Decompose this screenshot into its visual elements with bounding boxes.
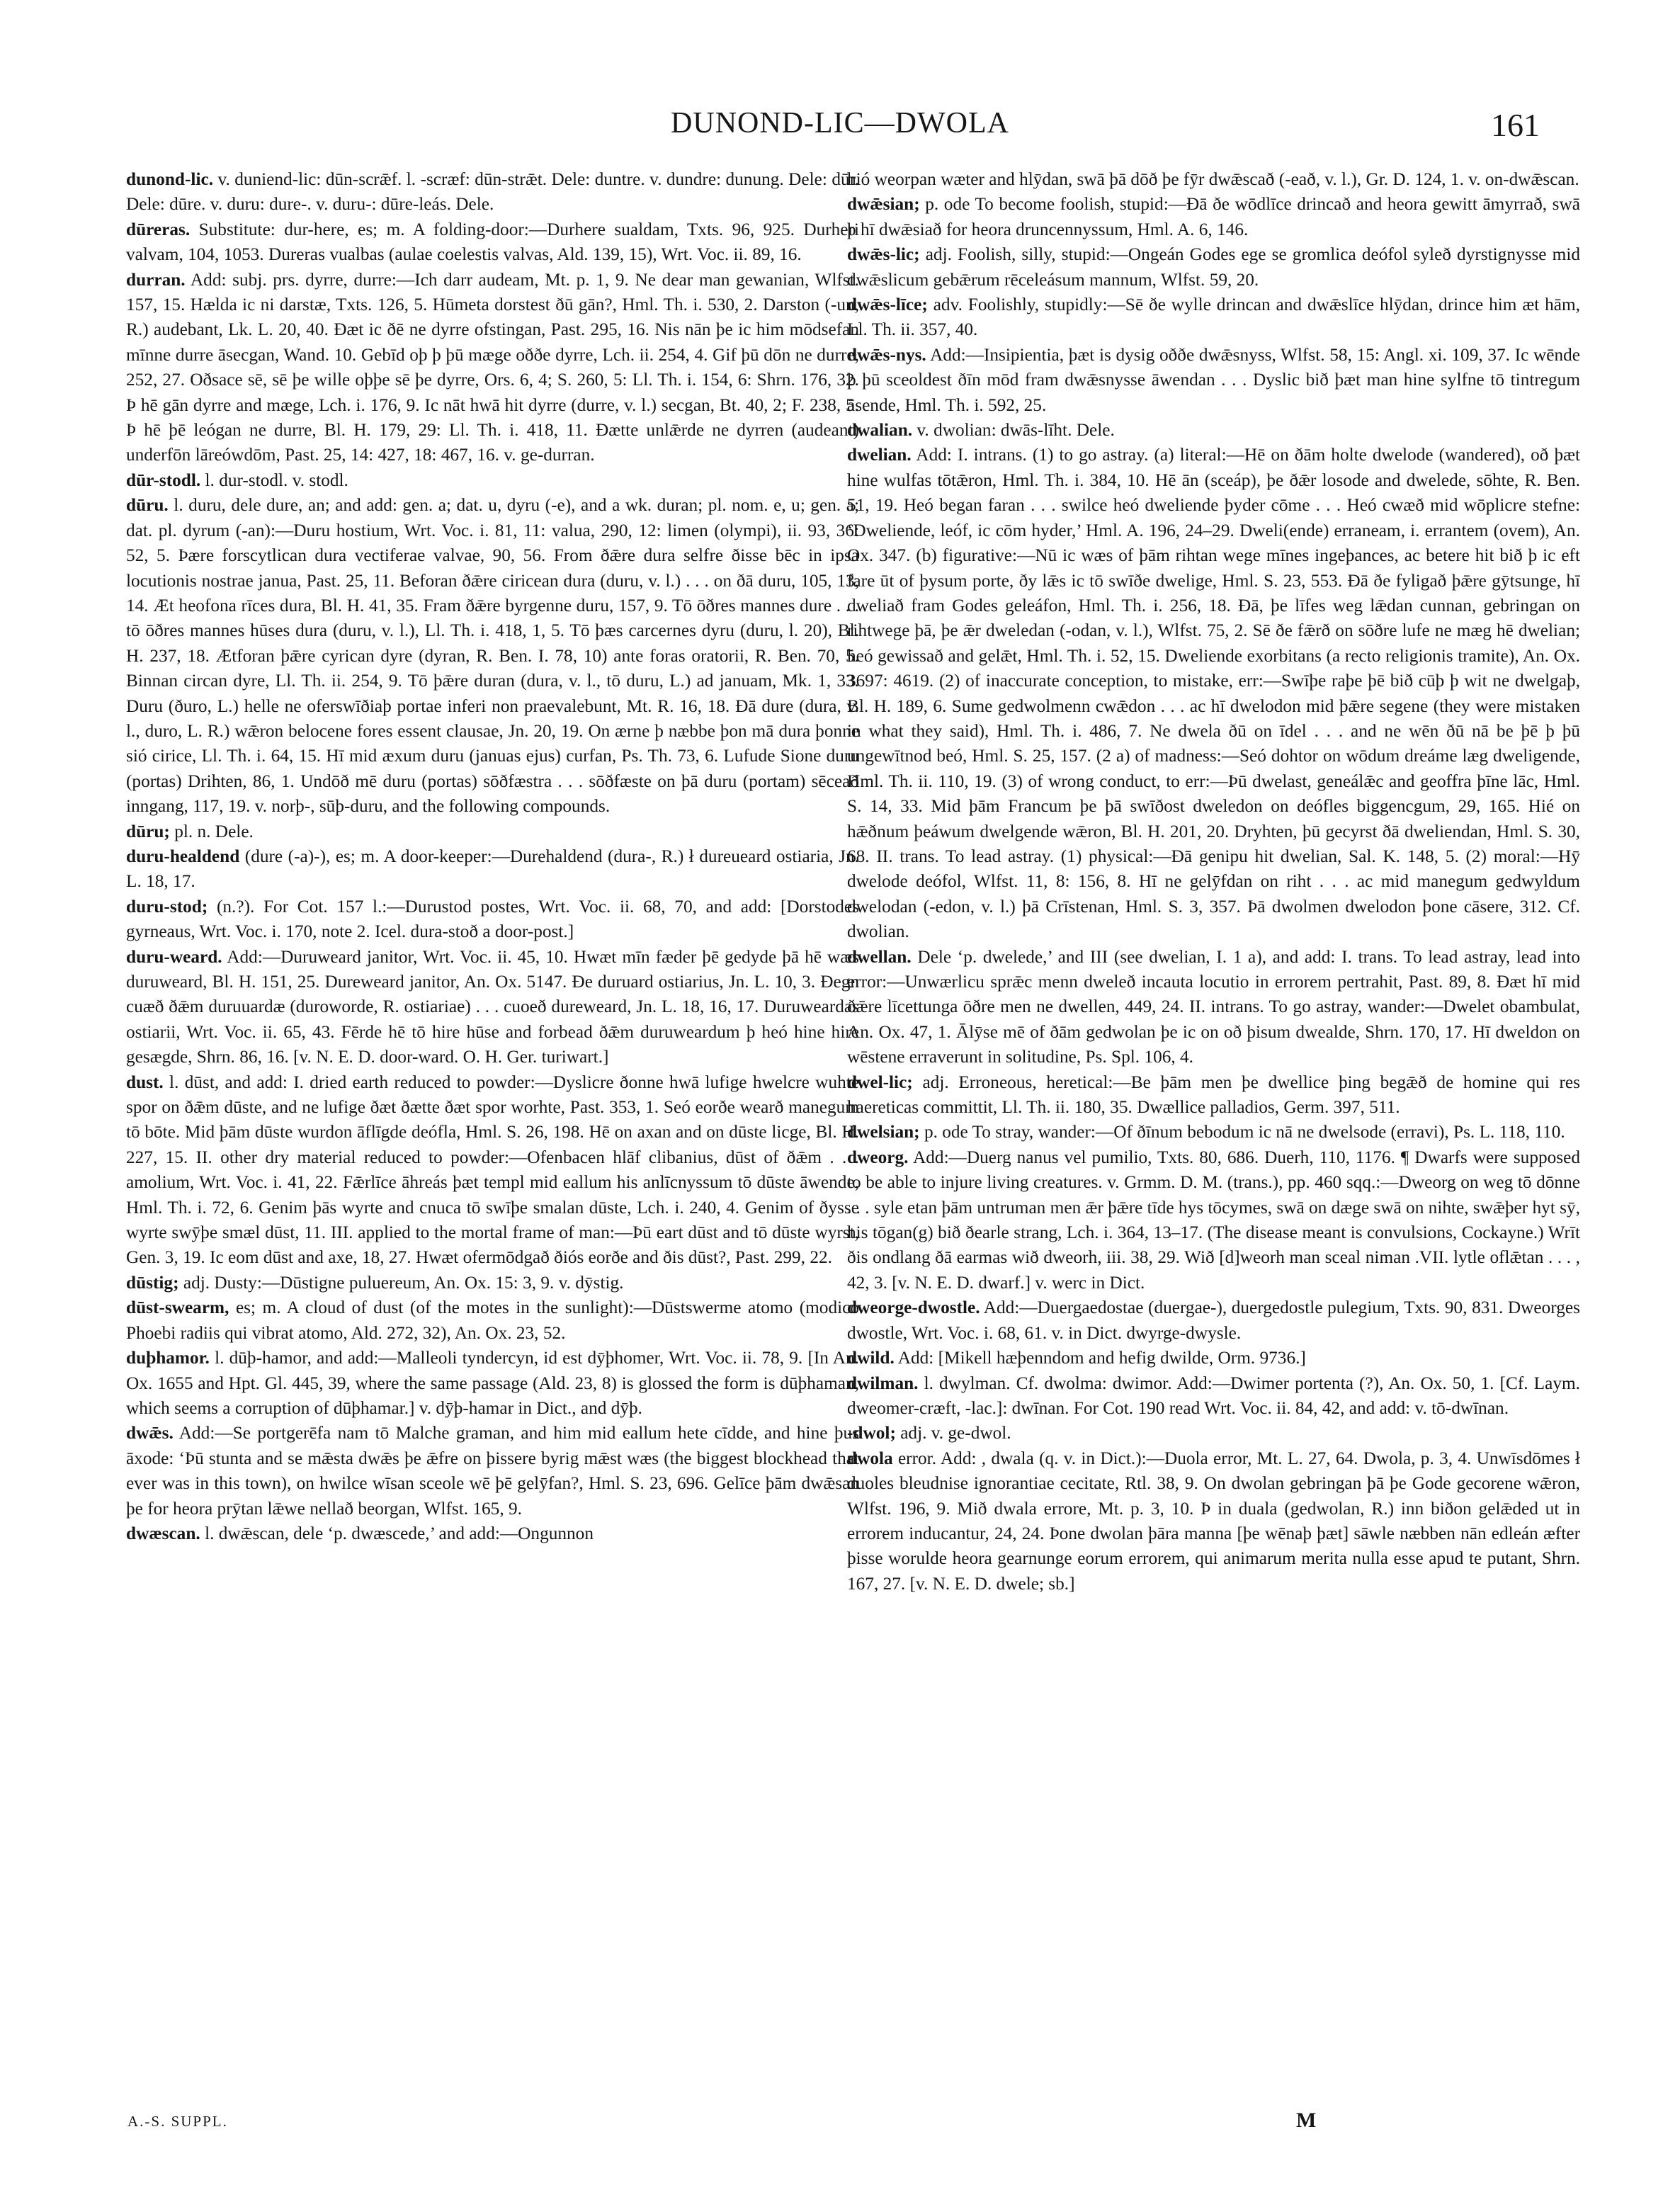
- entry-headword: dūreras.: [126, 219, 191, 239]
- entry-headword: duru-healdend: [126, 846, 240, 866]
- dictionary-entry: [847, 443, 1580, 944]
- entry-headword: dūr-stodl.: [126, 470, 201, 490]
- entry-headword: dūstig;: [126, 1272, 179, 1293]
- entry-headword: -dwol;: [847, 1423, 896, 1443]
- entry-headword: dunond-lic.: [126, 169, 214, 189]
- entry-text: Add: subj. prs. dyrre, durre:—Ich darr audeam, Mt. p. 1, 9. Ne dear man gewanian, Wlfst. 157, 15. Hælda ic ni darstæ, Txts. 126, 5. Hūmeta dorstest ðū gān?, Hml. Th. i. 530, 2. Darston (-un, R.) audebant, Lk. L. 20, 40. Ðæt ic ðē ne dyrre ofstingan, Past. 295, 16. Nis nān þe ic him mōdsefan mīnne durre āsecgan, Wand. 10. Gebīd oþ þ þū mæge oððe dyrre, Lch. ii. 254, 4. Gif þū dōn ne durre, 252, 27. Oðsace sē, sē þe wille oþþe sē þe dyrre, Ors. 6, 4; S. 260, 5: Ll. Th. i. 154, 6: Shrn. 176, 32. Þ hē gān dyrre and mæge, Lch. i. 176, 9. Ic nāt hwā hit dyrre (durre, v. l.) secgan, Bt. 40, 2; F. 238, 5. Þ hē þē leógan ne durre, Bl. H. 179, 29: Ll. Th. i. 418, 11. Ðætte unlǣrde ne dyrren (audeant) underfōn lāreówdōm, Past. 25, 14: 427, 18: 467, 16. v. ge-durran.: [126, 269, 859, 465]
- entry-headword: dweorg.: [847, 1147, 909, 1167]
- sheet-mark: M: [1296, 2109, 1317, 2132]
- dictionary-entry: [847, 1446, 1580, 1596]
- entry-headword: dwild.: [847, 1348, 895, 1368]
- entry-text: (n.?). For Cot. 157 l.:—Durustod postes, Wrt. Voc. ii. 68, 70, and add: [Dorstodes gyrneaus, Wrt. Voc. i. 170, note 2. Icel. dura-stoð a door-post.]: [126, 896, 859, 942]
- dictionary-entry: [847, 192, 1580, 242]
- dictionary-entry: [126, 819, 859, 844]
- entry-headword: dwæscan.: [126, 1523, 200, 1543]
- entry-headword: duru-stod;: [126, 896, 208, 917]
- dictionary-entry: [126, 1421, 859, 1521]
- entry-text: Substitute: dur-here, es; m. A folding-door:—Durhere sualdam, Txts. 96, 925. Durheri valvam, 104, 1053. Dureras vualbas (aulae coelestis valvas, Ald. 139, 15), Wrt. Voc. ii. 89, 16.: [126, 219, 859, 265]
- entry-text: pl. n. Dele.: [174, 821, 254, 841]
- entry-text: adj. v. ge-dwol.: [900, 1423, 1011, 1443]
- entry-headword: dūru;: [126, 821, 170, 841]
- entry-text: p. ode To become foolish, stupid:—Ðā ðe wōdlīce drincað and heora gewitt āmyrrað, swā þ hī dwǣsiað for heora druncennyssum, Hml. A. 6, 146.: [847, 194, 1580, 239]
- dictionary-entry: [847, 1421, 1580, 1446]
- dictionary-entry: [847, 242, 1580, 293]
- entry-headword: duþhamor.: [126, 1348, 210, 1368]
- entry-headword: dwalian.: [847, 420, 913, 441]
- entry-text: l. dūst, and add: I. dried earth reduced to powder:—Dyslicre ðonne hwā lufige hwelcre wuhte spor on ðǣm dūste, and ne lufige ðæt ðætte ðæt spor worhte, Past. 353, 1. Seó eorðe wearð manegum tō bōte. Mid þām dūste wurdon āflīgde deófla, Hml. S. 26, 198. Hē on axan and on dūste licge, Bl. H. 227, 15. II. other dry material reduced to powder:—Ofenbacen hlāf clibanius, dūst of ðǣm . . . amolium, Wrt. Voc. i. 41, 22. Fǣrlīce āhreás þæt templ mid eallum his anlīcnyssum tō dūste āwende, Hml. Th. i. 72, 6. Genim þās wyrte and cnuca tō swīþe smalan dūste, Lch. i. 240, 4. Genim of ðysse wyrte swȳþe smæl dūst, 11. III. applied to the mortal frame of man:—Þū eart dūst and tō dūste wyrst, Gen. 3, 19. Ic eom dūst and axe, 18, 27. Hwæt ofermōdgað ðiós eorðe and ðis dūst?, Past. 299, 22.: [126, 1072, 859, 1268]
- dictionary-entry: [847, 293, 1580, 343]
- entry-text: Add:—Duergaedostae (duergae-), duergedostle pulegium, Txts. 90, 831. Dweorges dwostle, Wrt. Voc. i. 68, 61. v. in Dict. dwyrge-dwysle.: [847, 1298, 1580, 1343]
- entry-text: Add: I. intrans. (1) to go astray. (a) literal:—Hē on ðām holte dwelode (wandered), oð þæt hine wulfas tōtǣron, Hml. Th. i. 384, 10. Hē ān (sceáp), þe ðǣr losode and dwelede, sōhte, R. Ben. 51, 19. Heó began faran . . . swilce heó dweliende þyder cōme . . . Heó cwæð mid wōplicre stefne: ‘Dweliende, leóf, ic cōm hyder,’ Hml. A. 196, 24–29. Dweli(ende) erraneam, i. errantem (ovem), An. Ox. 347. (b) figurative:—Nū ic wæs of þām rihtan wege mīnes ingeþances, ac betere hit bið þ ic eft fare ūt of þysum porte, ðy lǣs ic tō swīðe dwelige, Hml. S. 23, 553. Ðā ðe fyligað þǣre gȳtsunge, hī dweliað fram Godes geleáfon, Hml. Th. i. 256, 18. Ðā, þe līfes weg lǣdan cunnan, gebringan on rihtwege þā, þe ǣr dweledan (-odan, v. l.), Wlfst. 75, 2. Sē ðe fǣrð on sōðre lufe ne mæg hē dwelian; heó gewissað and gelǣt, Hml. Th. i. 52, 15. Dweliende exorbitans (a recto religionis tramite), An. Ox. 3697: 4619. (2) of inaccurate conception, to mistake, err:—Swīþe raþe þē bið cūþ þ wit ne dwelgaþ, Bl. H. 189, 6. Sume gedwolmenn cwǣdon . . . ac hī dwelodon mid þǣre segene (they were mistaken in what they said), Hml. Th. i. 486, 7. Ne dwela ðū on īdel . . . and ne wēn ðū nā be þē þ þū ungewītnod beó, Hml. S. 25, 157. (2 a) of madness:—Seó dohtor on wōdum dreáme læg dweligende, Hml. Th. ii. 110, 19. (3) of wrong conduct, to err:—Þū dwelast, geneálǣc and geoffra þīne lāc, Hml. S. 14, 33. Mid þām Francum þe þā swīðost dweledon on deófles biggencgum, 29, 165. Hié on hǣðnum þeáwum dwelgende wǣron, Bl. H. 201, 20. Dryhten, þū gecyrst ðā dweliendan, Hml. S. 30, 68. II. trans. To lead astray. (1) physical:—Ðā genipu hit dwelian, Sal. K. 148, 5. (2) moral:—Hȳ dwelode deófol, Wlfst. 11, 8: 156, 8. Hī ne gelȳfdan on riht . . . ac mid manegum gedwyldum dwelodan (-edon, v. l.) þā Crīstenan, Hml. S. 3, 357. Þā dwolmen dwelodon þone cāsere, 312. Cf. dwolian.: [847, 445, 1580, 942]
- entry-text: Add:—Duruweard janitor, Wrt. Voc. ii. 45, 10. Hwæt mīn fæder þē gedyde þā hē wæs duruweard, Bl. H. 151, 25. Dureweard janitor, An. Ox. 5147. Ðe duruard ostiarius, Jn. L. 10, 3. Ðegn cuæð ðǣm duruuardæ (duroworde, R. ostiariae) . . . cuoeð dureweard, Jn. L. 18, 16, 17. Duruweardas ostiarii, Wrt. Voc. ii. 65, 43. Fērde hē tō hire hūse and forbead ðǣm duruweardum þ heó hine hire gesægde, Shrn. 86, 16. [v. N. E. D. door-ward. O. H. Ger. turiwart.]: [126, 946, 859, 1067]
- dictionary-entry: [126, 1271, 859, 1295]
- entry-text: Add:—Duerg nanus vel pumilio, Txts. 80, 686. Duerh, 110, 1176. ¶ Dwarfs were supposed to be able to injure living creatures. v. Grmm. D. M. (trans.), pp. 460 sqq.:—Dweorg on weg tō dōnne . . . syle etan þām untruman men ǣr þǣre tīde hys tōcymes, swā on dæge swā on nihte, swǣþer hyt sȳ, his tōgan(g) bið ðearle strang, Lch. i. 364, 13–17. (The disease meant is convulsions, Cockayne.) Wrīt ðis ondlang ðā earmas wið dweorh, iii. 38, 29. Wið [d]weorh man sceal niman .VII. lytle oflǣtan . . . , 42, 3. [v. N. E. D. dwarf.] v. werc in Dict.: [847, 1147, 1580, 1293]
- dictionary-entry: [847, 1120, 1580, 1145]
- dictionary-entry: [126, 1070, 859, 1271]
- entry-text: es; m. A cloud of dust (of the motes in the sunlight):—Dūstswerme atomo (modico Phoebi radiis qui vibrat atomo, Ald. 272, 32), An. Ox. 23, 52.: [126, 1298, 859, 1343]
- dictionary-entry: [126, 945, 859, 1070]
- entry-text: l. duru, dele dure, an; and add: gen. a; dat. u, dyru (-e), and a wk. duran; pl. nom. e, u; gen. a; dat. pl. dyrum (-an):—Duru hostium, Wrt. Voc. i. 81, 11: valua, 290, 12: limen (olympi), ii. 93, 36: 52, 5. Þære forscytlican dura vectiferae valvae, 90, 56. From ðǣre dura selfre ðisse bēc in ipsa locutionis nostrae janua, Past. 25, 11. Beforan ðǣre ciricean dura (duru, v. l.) . . . on ðā duru, 105, 13, 14. Æt heofona rīces dura, Bl. H. 41, 35. Fram ðǣre byrgenne duru, 157, 9. Tō ōðres mannes dure . . . tō ōðres mannes hūses dura (duru, v. l.), Ll. Th. i. 418, 1, 5. Tō þæs carcernes dyru (duru, l. 20), Bl. H. 237, 18. Ætforan þǣre cyrican dyre (dyran, R. Ben. I. 78, 10) ante foras oratorii, R. Ben. 70, 5. Binnan circan dyre, Ll. Th. ii. 254, 9. Tō þǣre duran (dura, v. l., tō duru, L.) ad januam, Mk. 1, 33. Duru (ðuro, L.) helle ne oferswīðiaþ portae inferi non praevalebunt, Mt. R. 16, 18. Ðā dure (dura, v. l., duro, L. R.) wǣron belocene fores essent clausae, Jn. 20, 19. On ærne þ næbbe þon mā dura þonne sió cirice, Ll. Th. i. 64, 15. Hī mid æxum duru (januas ejus) curfan, Ps. Th. 73, 6. Lufude Sione duru (portas) Drihten, 86, 1. Undōð mē duru (portas) sōðfæstra . . . sōðfæste on þā duru (portam) sēceað inngang, 117, 19. v. norþ-, sūþ-duru, and the following compounds.: [126, 495, 859, 817]
- entry-headword: dwel-lic;: [847, 1072, 913, 1092]
- entry-text: (dure (-a)-), es; m. A door-keeper:—Durehaldend (dura-, R.) ł dureueard ostiaria, Jn. L. 18, 17.: [126, 846, 859, 892]
- dictionary-entry: [126, 844, 859, 895]
- entry-headword: dwǣs-līce;: [847, 295, 928, 315]
- entry-text: adj. Erroneous, heretical:—Be þām men þe dwellice þing begǣð de homine qui res haereticas committit, Ll. Th. ii. 180, 35. Dwællice palladios, Germ. 397, 511.: [847, 1072, 1580, 1118]
- page-footer: [0, 2109, 1680, 2141]
- page-number: 161: [1491, 107, 1540, 143]
- entry-text: p. ode To stray, wander:—Of ðīnum bebodum ic nā ne dwelsode (erravi), Ps. L. 118, 110.: [924, 1122, 1565, 1142]
- dictionary-entry: [126, 895, 859, 945]
- dictionary-entry: [126, 217, 859, 268]
- entry-headword: dwelian.: [847, 445, 912, 465]
- dictionary-entry: [126, 1346, 859, 1421]
- dictionary-entry: [126, 167, 859, 217]
- entry-text: l. dur-stodl. v. stodl.: [205, 470, 348, 490]
- dictionary-entry: [847, 945, 1580, 1070]
- entry-text: adj. Foolish, silly, stupid:—Ongeán Godes ege se gromlica deófol syleð dyrstignysse mid dwǣslicum gebǣrum rēceleásum mannum, Wlfst. 59, 20.: [847, 244, 1580, 290]
- left-column: [126, 167, 859, 2108]
- running-head: [0, 106, 1680, 156]
- dictionary-entry: [847, 1070, 1580, 1120]
- dictionary-entry: [126, 1521, 859, 1546]
- entry-text: l. dūþ-hamor, and add:—Malleoli tyndercyn, id est dȳþhomer, Wrt. Voc. ii. 78, 9. [In An. Ox. 1655 and Hpt. Gl. 445, 39, where the same passage (Ald. 23, 8) is glossed the form is dūþhaman, which seems a corruption of dūþhamar.] v. dȳþ-hamar in Dict., and dȳþ.: [126, 1348, 859, 1418]
- entry-text: error. Add: , dwala (q. v. in Dict.):—Duola error, Mt. L. 27, 64. Dwola, p. 3, 4. Unwīsdōmes ł duoles bleudnise ignorantiae cecitate, Rtl. 38, 9. On dwolan gebringan þā þe Gode gecorene wǣron, Wlfst. 196, 9. Mið dwala errore, Mt. p. 3, 10. Þ in duala (gedwolan, R.) inn biðon gelǣded ut in errorem inducantur, 24, 24. Þone dwolan þāra manna [þe wēnaþ þæt] sāwle næbben nān edleán æfter þisse worulde heora gearnunge eorum errorem, qui animarum merita nulla esse apud te putant, Shrn. 167, 27. [v. N. E. D. dwele; sb.]: [847, 1448, 1580, 1594]
- dictionary-entry: [847, 1371, 1580, 1422]
- dictionary-entry: [847, 167, 1580, 192]
- entry-text: adv. Foolishly, stupidly:—Sē ðe wylle drincan and dwǣslīce hlȳdan, drince him æt hām, Ll. Th. ii. 357, 40.: [847, 295, 1580, 340]
- entry-headword: duru-weard.: [126, 946, 222, 967]
- signature-mark: A.-S. SUPPL.: [127, 2113, 228, 2130]
- dictionary-entry: [847, 1145, 1580, 1295]
- right-column: [847, 167, 1580, 2108]
- dictionary-entry: [126, 468, 859, 493]
- dictionary-entry: [126, 493, 859, 819]
- entry-headword: dwǣs.: [126, 1423, 174, 1443]
- entry-text: Dele ‘p. dwelede,’ and III (see dwelian, I. 1 a), and add: I. trans. To lead astray, lead into error:—Unwærlicu sprǣc menn dweleð incauta locutio in errorem pertrahit, Past. 89, 8. Ðæt hī mid ðǣre līcettunga ōðre men ne dwellen, 449, 24. II. intrans. To go astray, wander:—Dwelet obambulat, An. Ox. 47, 1. Ālȳse mē of ðām gedwolan þe ic on oð þisum dwealde, Shrn. 170, 17. Hī dweldon on wēstene erraverunt in solitudine, Ps. Spl. 106, 4.: [847, 946, 1580, 1067]
- entry-headword: dwǣs-lic;: [847, 244, 920, 265]
- dictionary-entry: [847, 418, 1580, 443]
- entry-text: adj. Dusty:—Dūstigne puluereum, An. Ox. 15: 3, 9. v. dȳstig.: [183, 1272, 624, 1293]
- entry-headword: dwellan.: [847, 946, 912, 967]
- entry-text: hió weorpan wæter and hlȳdan, swā þā dōð þe fȳr dwǣscað (-eað, v. l.), Gr. D. 124, 1. v. on-dwǣscan.: [847, 169, 1579, 189]
- dictionary-entry: [847, 343, 1580, 418]
- entry-headword: dūst-swearm,: [126, 1298, 229, 1318]
- page-title: DUNOND-LIC—DWOLA: [671, 107, 1009, 140]
- entry-headword: durran.: [126, 269, 186, 290]
- entry-headword: dwilman.: [847, 1373, 919, 1393]
- entry-text: Add:—Se portgerēfa nam tō Malche graman, and him mid eallum hete cīdde, and hine þus āxode: ‘Þū stunta and se mǣsta dwǣs þe ǣfre on þissere byrig mǣst wæs (the biggest blockhead that ever was in this town), on hwilce wīsan sceole wē þē gelȳfan?, Hml. S. 23, 696. Gelīce þām dwǣsan þe for heora prȳtan lǣwe nellað beorgan, Wlfst. 165, 9.: [126, 1423, 859, 1519]
- entry-headword: dweorge-dwostle.: [847, 1298, 980, 1318]
- entry-headword: dūru.: [126, 495, 169, 516]
- entry-headword: dwola: [847, 1448, 893, 1468]
- entry-text: v. dwolian: dwās-līht. Dele.: [916, 420, 1115, 441]
- dictionary-entry: [847, 1346, 1580, 1371]
- dictionary-entry: [126, 268, 859, 468]
- dictionary-entry: [847, 1295, 1580, 1346]
- entry-text: Add: [Mikell hæþenndom and hefig dwilde, Orm. 9736.]: [897, 1348, 1306, 1368]
- entry-headword: dust.: [126, 1072, 164, 1092]
- entry-text: l. dwǣscan, dele ‘p. dwæscede,’ and add:—Ongunnon: [205, 1523, 594, 1543]
- entry-headword: dwelsian;: [847, 1122, 920, 1142]
- entry-text: l. dwylman. Cf. dwolma: dwimor. Add:—Dwimer portenta (?), An. Ox. 50, 1. [Cf. Laym. dweomer-cræft, -lac.]: dwīnan. For Cot. 190 read Wrt. Voc. ii. 84, 42, and add: v. tō-dwīnan.: [847, 1373, 1580, 1418]
- entry-text: Add:—Insipientia, þæt is dysig oððe dwǣsnyss, Wlfst. 58, 15: Angl. xi. 109, 37. Ic wēnde þ þū sceoldest ðīn mōd fram dwǣsnysse āwendan . . . Dyslic bið þæt man hine sylfne tō tintregum āsende, Hml. Th. i. 592, 25.: [847, 344, 1580, 415]
- entry-headword: dwǣs-nys.: [847, 344, 926, 365]
- dictionary-entry: [126, 1295, 859, 1346]
- entry-headword: dwǣsian;: [847, 194, 920, 215]
- entry-text: v. duniend-lic: dūn-scrǣf. l. -scræf: dūn-strǣt. Dele: duntre. v. dundre: dunung. Dele: dūr. Dele: dūre. v. duru: dure-. v. duru-: dūre-leás. Dele.: [126, 169, 859, 215]
